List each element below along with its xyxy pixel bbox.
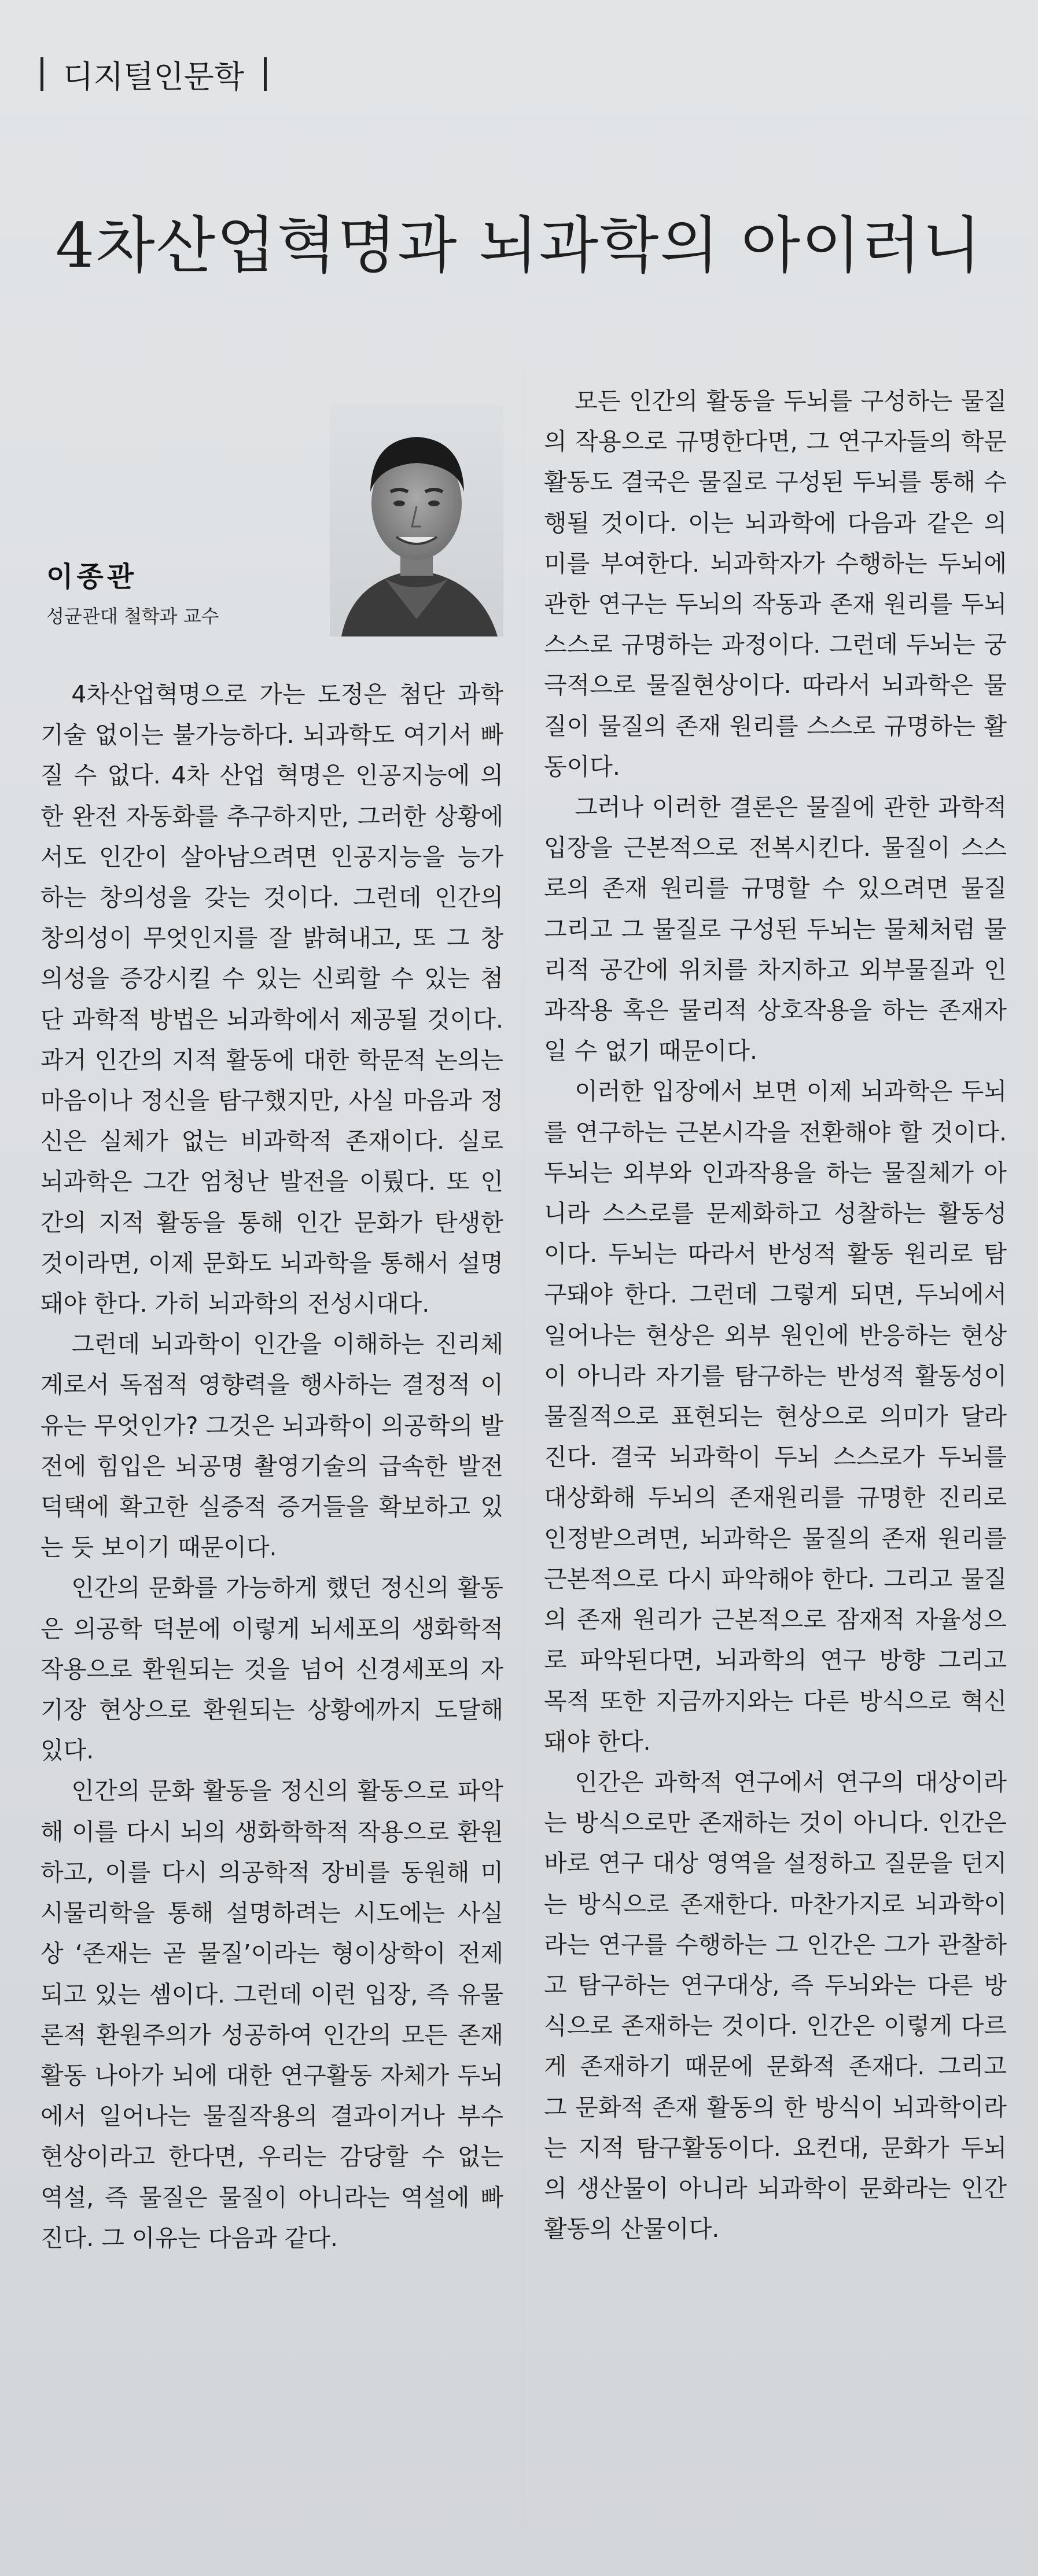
body-paragraph: 그러나 이러한 결론은 물질에 관한 과학적 입장을 근본적으로 전복시킨다. 물질이 스스로의 존재 원리를 규명할 수 있으려면 물질 그리고 그 물질로 구성된 두뇌는 물체처럼 물리적 공간에 위치를 차지하고 외부물질과 인과작용 혹은 물리적 상호작용을 하는 존재자일 수 없기 때문이다. [544, 793, 1007, 1065]
section-label [41, 51, 267, 97]
section-divider-left [41, 57, 43, 91]
article-title: 4차산업혁명과 뇌과학의 아이러니 [55, 210, 983, 281]
author-affiliation: 성균관대 철학과 교수 [46, 605, 219, 627]
body-paragraph: 4차산업혁명으로 가는 도정은 첨단 과학기술 없이는 불가능하다. 뇌과학도 여기서 빠질 수 없다. 4차 산업 혁명은 인공지능에 의한 완전 자동화를 추구하지만, 그러한 상황에서도 인간이 살아남으려면 인공지능을 능가하는 창의성을 갖는 것이다. 그런데 인간의 창의성이 무엇인지를 잘 밝혀내고, 또 그 창의성을 증강시킬 수 있는 신뢰할 수 있는 첨단 과학적 방법은 뇌과학에서 제공될 것이다. 과거 인간의 지적 활동에 대한 학문적 논의는 마음이나 정신을 탐구했지만, 사실 마음과 정신은 실체가 없는 비과학적 존재이다. 실로 뇌과학은 그간 엄청난 발전을 이뤘다. 또 인간의 지적 활동을 통해 인간 문화가 탄생한 것이라면, 이제 문화도 뇌과학을 통해서 설명돼야 한다. 가히 뇌과학의 전성시대다. [41, 680, 503, 1318]
body-paragraph: 인간의 문화 활동을 정신의 활동으로 파악해 이를 다시 뇌의 생화학학적 작용으로 환원하고, 이를 다시 의공학적 장비를 동원해 미시물리학을 통해 설명하려는 시도에는 사실상 ‘존재는 곧 물질’이라는 형이상학이 전제되고 있는 셈이다. 그런데 이런 입장, 즉 유물론적 환원주의가 성공하여 인간의 모든 존재활동 나아가 뇌에 대한 연구활동 자체가 두뇌에서 일어나는 물질작용의 결과이거나 부수현상이라고 한다면, 우리는 감당할 수 없는 역설, 즉 물질은 물질이 아니라는 역설에 빠진다. 그 이유는 다음과 같다. [41, 1777, 503, 2252]
body-paragraph: 인간의 문화를 가능하게 했던 정신의 활동은 의공학 덕분에 이렇게 뇌세포의 생화학적 작용으로 환원되는 것을 넘어 신경세포의 자기장 현상으로 환원되는 상황에까지 도달해 있다. [41, 1574, 503, 1765]
section-title: 디지털인문학 [63, 58, 244, 95]
body-paragraph: 인간은 과학적 연구에서 연구의 대상이라는 방식으로만 존재하는 것이 아니다. 인간은 바로 연구 대상 영역을 설정하고 질문을 던지는 방식으로 존재한다. 마찬가지로 뇌과학이라는 연구를 수행하는 그 인간은 그가 관찰하고 탐구하는 연구대상, 즉 두뇌와는 다른 방식으로 존재하는 것이다. 인간은 이렇게 다르게 존재하기 때문에 문화적 존재다. 그리고 그 문화적 존재 활동의 한 방식이 뇌과학이라는 지적 탐구활동이다. 요컨대, 문화가 두뇌의 생산물이 아니라 뇌과학이 문화라는 인간활동의 산물이다. [544, 1768, 1007, 2243]
body-paragraph: 모든 인간의 활동을 두뇌를 구성하는 물질의 작용으로 규명한다면, 그 연구자들의 학문 활동도 결국은 물질로 구성된 두뇌를 통해 수행될 것이다. 이는 뇌과학에 다음과 같은 의미를 부여한다. 뇌과학자가 수행하는 두뇌에 관한 연구는 두뇌의 작동과 존재 원리를 두뇌 스스로 규명하는 과정이다. 그런데 두뇌는 궁극적으로 물질현상이다. 따라서 뇌과학은 물질이 물질의 존재 원리를 스스로 규명하는 활동이다. [544, 387, 1007, 781]
body-paragraph: 그런데 뇌과학이 인간을 이해하는 진리체계로서 독점적 영향력을 행사하는 결정적 이유는 무엇인가? 그것은 뇌과학이 의공학의 발전에 힘입은 뇌공명 촬영기술의 급속한 발전 덕택에 확고한 실증적 증거들을 확보하고 있는 듯 보이기 때문이다. [41, 1330, 503, 1562]
author-box [41, 405, 503, 636]
author-portrait [330, 405, 503, 636]
section-divider-right [264, 57, 267, 91]
body-paragraph: 이러한 입장에서 보면 이제 뇌과학은 두뇌를 연구하는 근본시각을 전환해야 할 것이다. 두뇌는 외부와 인과작용을 하는 물질체가 아니라 스스로를 문제화하고 성찰하는 활동성이다. 두뇌는 따라서 반성적 활동 원리로 탐구돼야 한다. 그런데 그렇게 되면, 두뇌에서 일어나는 현상은 외부 원인에 반응하는 현상이 아니라 자기를 탐구하는 반성적 활동성이 물질적으로 표현되는 현상으로 의미가 달라진다. 결국 뇌과학이 두뇌 스스로가 두뇌를 대상화해 두뇌의 존재원리를 규명한 진리로 인정받으려면, 뇌과학은 물질의 존재 원리를 근본적으로 다시 파악해야 한다. 그리고 물질의 존재 원리가 근본적으로 잠재적 자율성으로 파악된다면, 뇌과학의 연구 방향 그리고 목적 또한 지금까지와는 다른 방식으로 혁신돼야 한다. [544, 1077, 1007, 1756]
article-body-right-column [544, 381, 1007, 2249]
author-name: 이종관 [46, 561, 138, 593]
article-body-left-column [41, 674, 503, 2258]
